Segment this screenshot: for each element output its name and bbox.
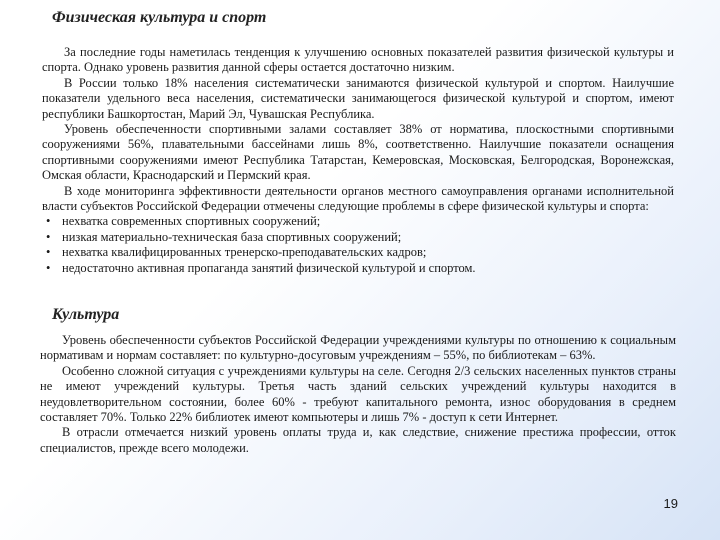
- page-number: 19: [663, 496, 678, 511]
- bullet-icon: •: [46, 229, 51, 244]
- section-title-sport: Физическая культура и спорт: [52, 9, 267, 26]
- list-item: [42, 245, 674, 260]
- list-item: [42, 230, 674, 245]
- list-item-text: нехватка современных спортивных сооружений;: [62, 214, 321, 229]
- list-item-text: нехватка квалифицированных тренерско-преподавательских кадров;: [62, 245, 427, 260]
- list-item: [42, 214, 674, 229]
- section-title-culture: Культура: [52, 306, 120, 323]
- paragraph: За последние годы наметилась тенденция к улучшению основных показателей развития физической культуры и спорта. Однако уровень развития данной сферы остается достаточно низким.: [42, 45, 674, 75]
- bullet-icon: •: [46, 260, 51, 275]
- section-culture-body: [40, 333, 676, 456]
- list-item: [42, 261, 674, 276]
- paragraph: В России только 18% населения систематически занимаются физической культурой и спортом. Наилучшие показатели удельного веса населения, систематически занимающегося физической культурой и спортом, имеют республики Башкортостан, Марий Эл, Чувашская Республика.: [42, 75, 674, 121]
- list-item-text: низкая материально-техническая база спортивных сооружений;: [62, 229, 402, 244]
- list-item-text: недостаточно активная пропаганда занятий физической культурой и спортом.: [62, 260, 476, 275]
- paragraph: Уровень обеспеченности спортивными залами составляет 38% от норматива, плоскостными спортивными сооружениями 56%, плавательными бассейнами лишь 8%, соответственно. Наилучшие показатели оснащения спортивными сооружениями имеют Республика Татарстан, Кемеровская, Московская, Белгородская, Воронежская, Омская области, Краснодарский и Пермский края.: [42, 122, 674, 183]
- bullet-icon: •: [46, 245, 51, 260]
- paragraph: В отрасли отмечается низкий уровень оплаты труда и, как следствие, снижение престижа профессии, отток специалистов, прежде всего молодежи.: [40, 425, 676, 455]
- paragraph: Уровень обеспеченности субъектов Российской Федерации учреждениями культуры по отношению к социальным нормативам и нормам составляет: по культурно-досуговым учреждениям – 55%, по библиотекам – 63%.: [40, 333, 676, 363]
- problems-list: [42, 214, 674, 276]
- paragraph: Особенно сложной ситуация с учреждениями культуры на селе. Сегодня 2/3 сельских населенных пунктов страны не имеют учреждений культуры. Третья часть зданий сельских учреждений культуры находится в неудовлетворительном состоянии, более 60% - требуют капитального ремонта, износ оборудования в среднем составляет 70%. Только 22% библиотек имеют компьютеры и лишь 7% - доступ к сети Интернет.: [40, 363, 676, 425]
- section-sport-body: [42, 45, 674, 276]
- paragraph: В ходе мониторинга эффективности деятельности органов местного самоуправления органами исполнительной власти субъектов Российской Федерации отмечены следующие проблемы в сфере физической культуры и спорта:: [42, 183, 674, 214]
- bullet-icon: •: [46, 214, 51, 229]
